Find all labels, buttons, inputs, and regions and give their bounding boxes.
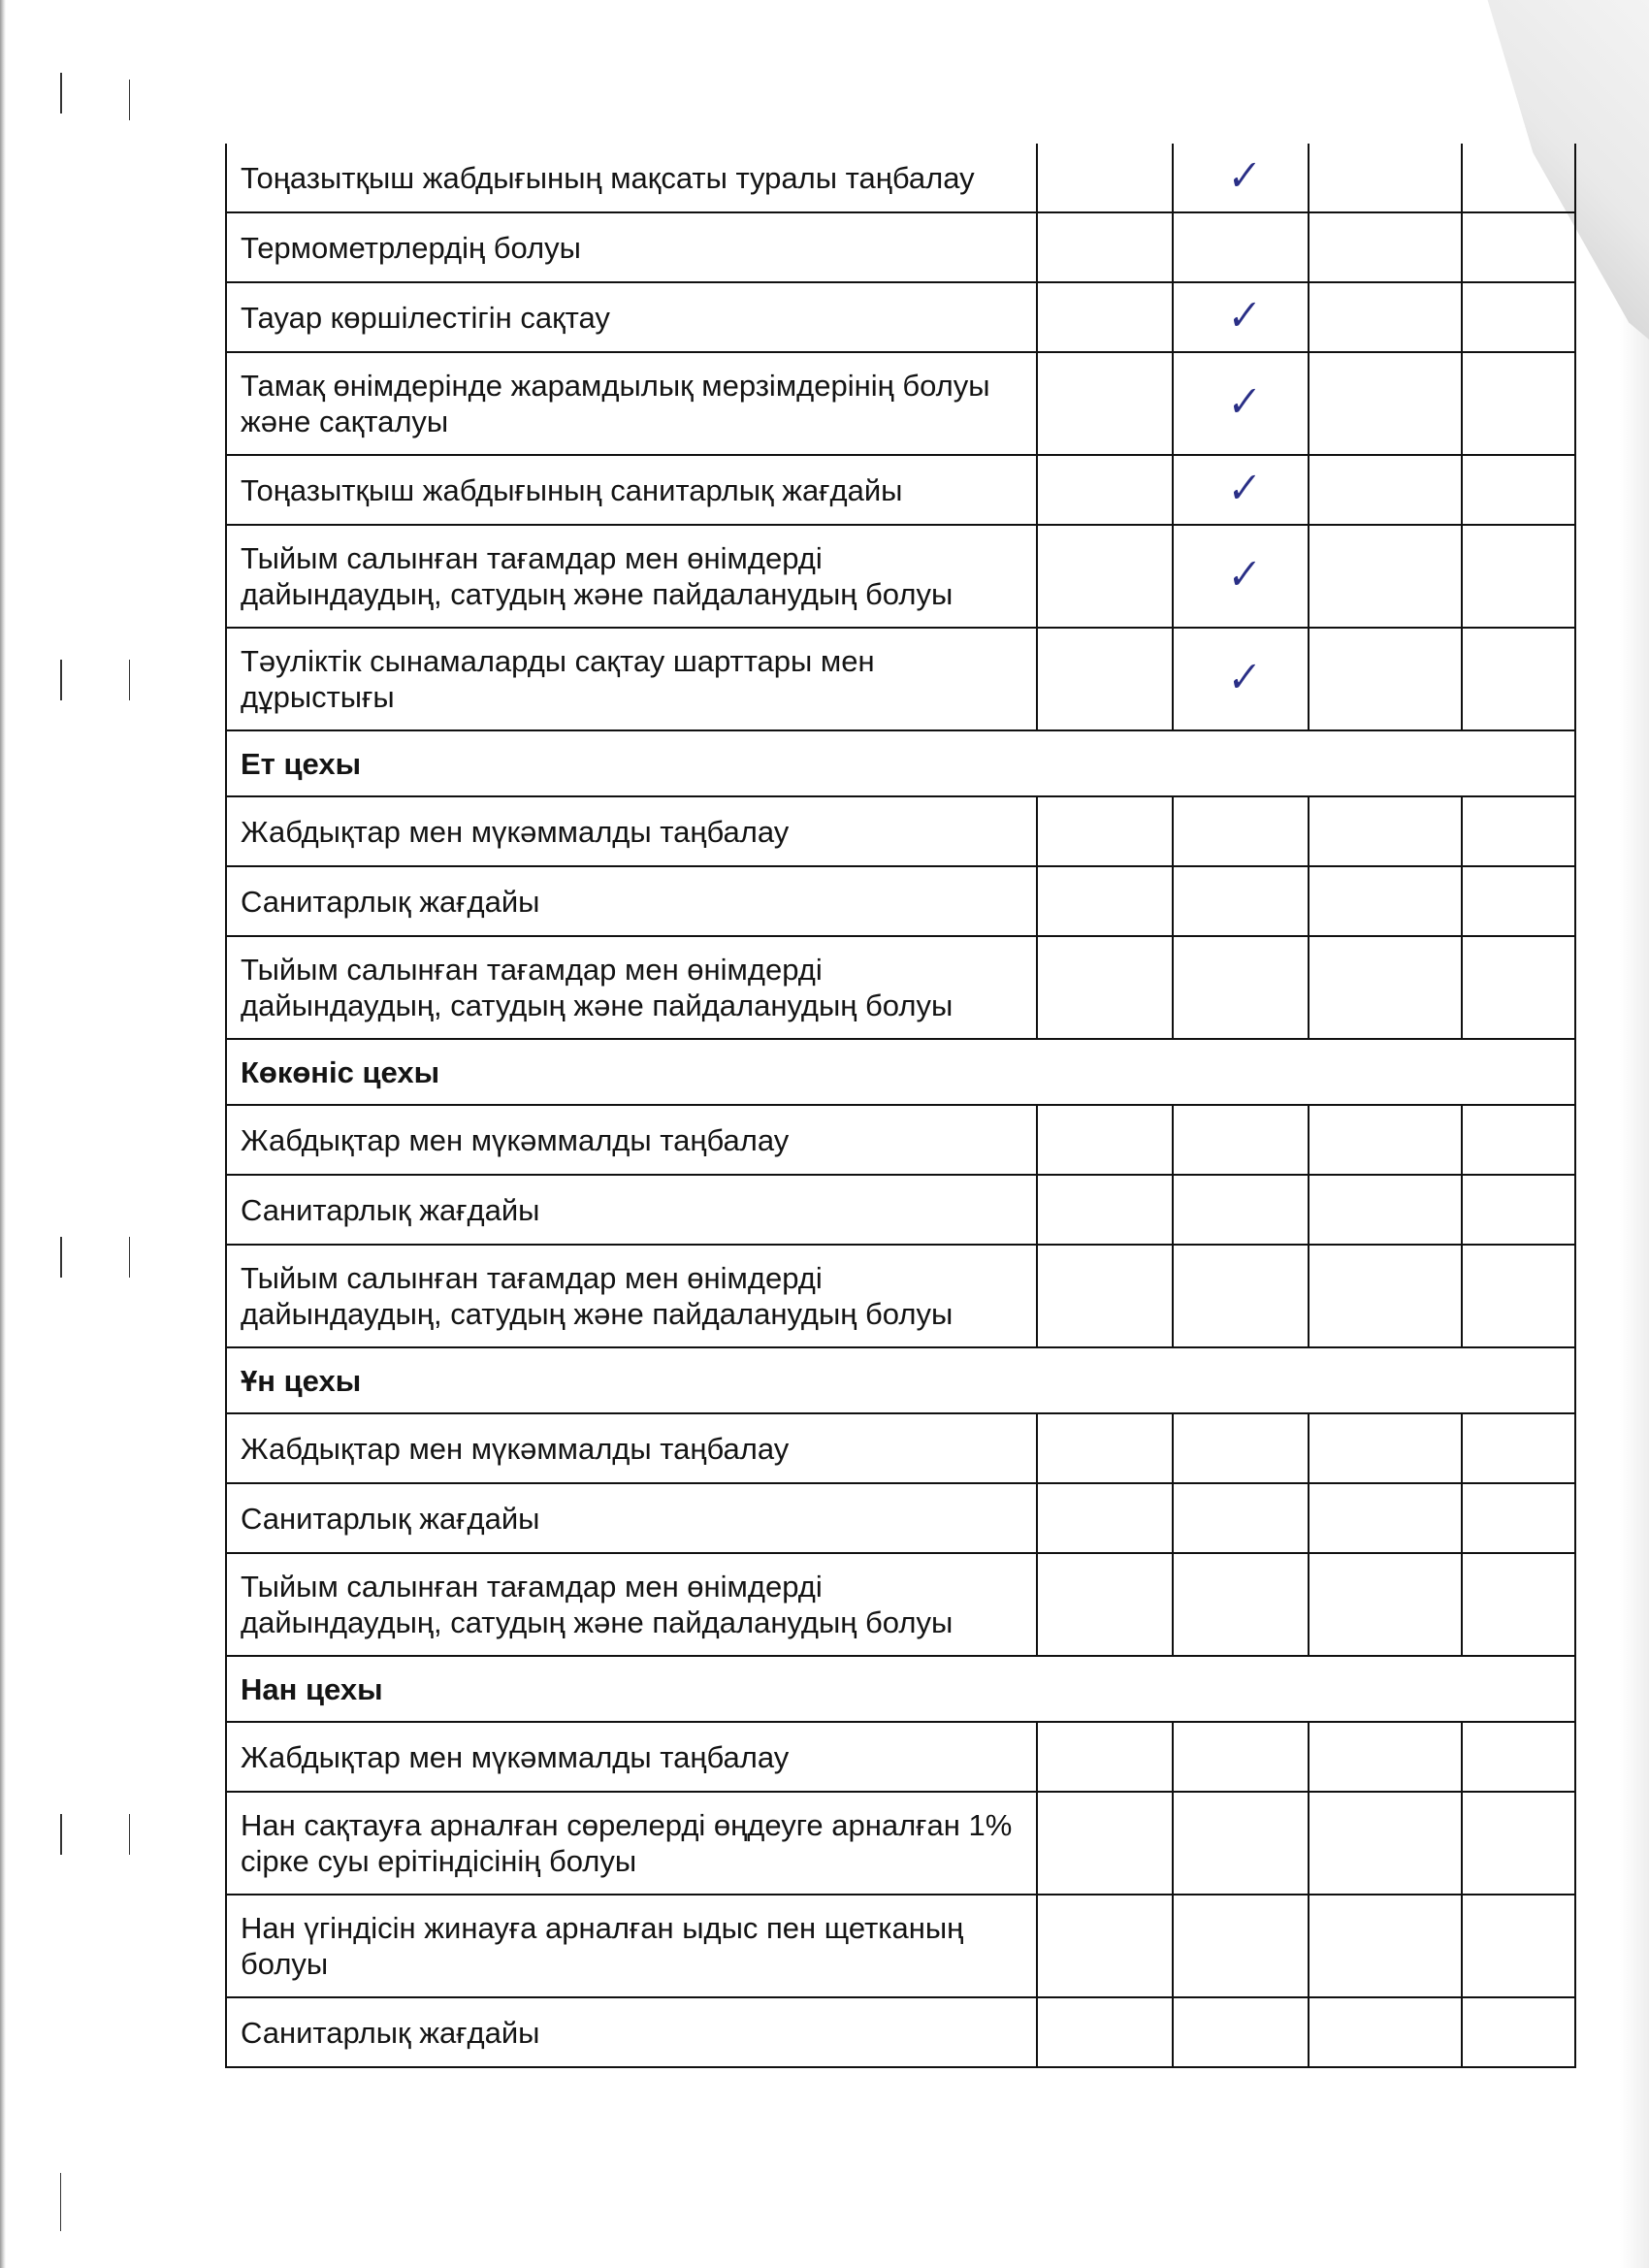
mark-cell-col3[interactable] <box>1309 936 1462 1039</box>
mark-cell-col1[interactable] <box>1037 144 1172 212</box>
checklist-item-text: Жабдықтар мен мүкәммалды таңбалау <box>226 796 1037 866</box>
mark-cell-col4[interactable] <box>1462 936 1575 1039</box>
mark-cell-col2[interactable] <box>1173 525 1310 628</box>
checklist-item-text: Нан сақтауға арналған сөрелерді өңдеуге арналған 1% сірке суы ерітіндісінің болуы <box>226 1792 1037 1895</box>
mark-cell-col3[interactable] <box>1309 796 1462 866</box>
checklist-row <box>226 1792 1575 1895</box>
mark-cell-col1[interactable] <box>1037 1175 1172 1245</box>
mark-cell-col1[interactable] <box>1037 1105 1172 1175</box>
checklist-item-text: Тыйым салынған тағамдар мен өнімдерді дайындаудың, сатудың және пайдаланудың болуы <box>226 1553 1037 1656</box>
mark-cell-col4[interactable] <box>1462 352 1575 455</box>
binding-mark <box>129 660 130 700</box>
checklist-item-text: Тамақ өнімдерінде жарамдылық мерзімдерінің болуы және сақталуы <box>226 352 1037 455</box>
binding-mark <box>60 1237 62 1278</box>
section-header-row <box>226 1656 1575 1722</box>
checklist-row <box>226 628 1575 730</box>
checklist-row <box>226 1553 1575 1656</box>
checklist-row <box>226 525 1575 628</box>
checklist-row <box>226 1413 1575 1483</box>
mark-cell-col1[interactable] <box>1037 282 1172 352</box>
mark-cell-col3[interactable] <box>1309 1997 1462 2067</box>
checklist-row <box>226 796 1575 866</box>
mark-cell-col2[interactable] <box>1173 866 1310 936</box>
mark-cell-col2[interactable] <box>1173 796 1310 866</box>
mark-cell-col1[interactable] <box>1037 936 1172 1039</box>
mark-cell-col1[interactable] <box>1037 866 1172 936</box>
section-title: Ет цехы <box>226 730 1575 796</box>
checklist-item-text: Жабдықтар мен мүкәммалды таңбалау <box>226 1413 1037 1483</box>
mark-cell-col2[interactable] <box>1173 1175 1310 1245</box>
checklist-row <box>226 1895 1575 1997</box>
binding-mark <box>60 73 62 113</box>
checklist-row <box>226 212 1575 282</box>
handwritten-check-icon: ✓ <box>1221 464 1261 513</box>
section-title: Нан цехы <box>226 1656 1575 1722</box>
mark-cell-col1[interactable] <box>1037 212 1172 282</box>
checklist-row <box>226 1245 1575 1347</box>
checklist-item-text: Тоңазытқыш жабдығының санитарлық жағдайы <box>226 455 1037 525</box>
handwritten-check-icon: ✓ <box>1221 653 1261 702</box>
checklist-row <box>226 866 1575 936</box>
checklist-row <box>226 455 1575 525</box>
checklist-row <box>226 352 1575 455</box>
mark-cell-col2[interactable] <box>1173 1553 1310 1656</box>
handwritten-check-icon: ✓ <box>1221 377 1261 427</box>
mark-cell-col1[interactable] <box>1037 1895 1172 1997</box>
mark-cell-col4[interactable] <box>1462 1895 1575 1997</box>
mark-cell-col2[interactable] <box>1173 1722 1310 1792</box>
mark-cell-col4[interactable] <box>1462 1105 1575 1175</box>
mark-cell-col4[interactable] <box>1462 1483 1575 1553</box>
handwritten-check-icon: ✓ <box>1221 550 1261 599</box>
mark-cell-col4[interactable] <box>1462 1413 1575 1483</box>
mark-cell-col3[interactable] <box>1309 1722 1462 1792</box>
section-title: Ұн цехы <box>226 1347 1575 1413</box>
mark-cell-col3[interactable] <box>1309 1792 1462 1895</box>
mark-cell-col3[interactable] <box>1309 1553 1462 1656</box>
mark-cell-col1[interactable] <box>1037 525 1172 628</box>
mark-cell-col1[interactable] <box>1037 796 1172 866</box>
checklist-item-text: Тауар көршілестігін сақтау <box>226 282 1037 352</box>
binding-mark <box>129 1237 130 1278</box>
mark-cell-col1[interactable] <box>1037 352 1172 455</box>
handwritten-check-icon: ✓ <box>1221 151 1261 201</box>
mark-cell-col4[interactable] <box>1462 1997 1575 2067</box>
mark-cell-col2[interactable] <box>1173 144 1310 212</box>
checklist-item-text: Тыйым салынған тағамдар мен өнімдерді дайындаудың, сатудың және пайдаланудың болуы <box>226 525 1037 628</box>
mark-cell-col4[interactable] <box>1462 628 1575 730</box>
checklist-item-text: Санитарлық жағдайы <box>226 1997 1037 2067</box>
mark-cell-col4[interactable] <box>1462 525 1575 628</box>
mark-cell-col2[interactable] <box>1173 1997 1310 2067</box>
mark-cell-col1[interactable] <box>1037 1483 1172 1553</box>
checklist-item-text: Термометрлердің болуы <box>226 212 1037 282</box>
checklist-item-text: Тыйым салынған тағамдар мен өнімдерді дайындаудың, сатудың және пайдаланудың болуы <box>226 1245 1037 1347</box>
binding-mark <box>129 80 130 120</box>
mark-cell-col2[interactable] <box>1173 1105 1310 1175</box>
mark-cell-col2[interactable] <box>1173 1245 1310 1347</box>
checklist-row <box>226 144 1575 212</box>
checklist-item-text: Санитарлық жағдайы <box>226 1483 1037 1553</box>
mark-cell-col4[interactable] <box>1462 1553 1575 1656</box>
mark-cell-col2[interactable] <box>1173 352 1310 455</box>
mark-cell-col4[interactable] <box>1462 796 1575 866</box>
mark-cell-col1[interactable] <box>1037 455 1172 525</box>
checklist-item-text: Санитарлық жағдайы <box>226 1175 1037 1245</box>
mark-cell-col2[interactable] <box>1173 212 1310 282</box>
mark-cell-col4[interactable] <box>1462 212 1575 282</box>
checklist-item-text: Тоңазытқыш жабдығының мақсаты туралы таңбалау <box>226 144 1037 212</box>
mark-cell-col4[interactable] <box>1462 455 1575 525</box>
binding-mark <box>60 2173 61 2231</box>
checklist-item-text: Тыйым салынған тағамдар мен өнімдерді дайындаудың, сатудың және пайдаланудың болуы <box>226 936 1037 1039</box>
mark-cell-col2[interactable] <box>1173 1413 1310 1483</box>
mark-cell-col2[interactable] <box>1173 282 1310 352</box>
mark-cell-col3[interactable] <box>1309 525 1462 628</box>
mark-cell-col1[interactable] <box>1037 1413 1172 1483</box>
checklist-row <box>226 1175 1575 1245</box>
mark-cell-col4[interactable] <box>1462 866 1575 936</box>
mark-cell-col3[interactable] <box>1309 1895 1462 1997</box>
mark-cell-col2[interactable] <box>1173 455 1310 525</box>
binding-mark <box>60 660 62 700</box>
mark-cell-col3[interactable] <box>1309 282 1462 352</box>
mark-cell-col4[interactable] <box>1462 1722 1575 1792</box>
mark-cell-col3[interactable] <box>1309 1245 1462 1347</box>
binding-mark <box>60 1814 62 1855</box>
mark-cell-col3[interactable] <box>1309 1105 1462 1175</box>
mark-cell-col3[interactable] <box>1309 144 1462 212</box>
section-header-row <box>226 1347 1575 1413</box>
checklist-item-text: Жабдықтар мен мүкәммалды таңбалау <box>226 1105 1037 1175</box>
scan-left-edge-shadow <box>0 0 6 2268</box>
section-header-row <box>226 1039 1575 1105</box>
checklist-item-text: Жабдықтар мен мүкәммалды таңбалау <box>226 1722 1037 1792</box>
mark-cell-col3[interactable] <box>1309 1483 1462 1553</box>
mark-cell-col3[interactable] <box>1309 1413 1462 1483</box>
mark-cell-col4[interactable] <box>1462 1175 1575 1245</box>
checklist-row <box>226 1483 1575 1553</box>
checklist-row <box>226 1997 1575 2067</box>
mark-cell-col1[interactable] <box>1037 1792 1172 1895</box>
mark-cell-col1[interactable] <box>1037 1245 1172 1347</box>
mark-cell-col3[interactable] <box>1309 212 1462 282</box>
handwritten-check-icon: ✓ <box>1221 291 1261 340</box>
mark-cell-col3[interactable] <box>1309 352 1462 455</box>
mark-cell-col1[interactable] <box>1037 1722 1172 1792</box>
section-title: Көкөніс цехы <box>226 1039 1575 1105</box>
mark-cell-col2[interactable] <box>1173 1895 1310 1997</box>
mark-cell-col2[interactable] <box>1173 936 1310 1039</box>
checklist-row <box>226 1105 1575 1175</box>
checklist-item-text: Санитарлық жағдайы <box>226 866 1037 936</box>
checklist-item-text: Нан үгіндісін жинауға арналған ыдыс пен щетканың болуы <box>226 1895 1037 1997</box>
checklist-item-text: Тәуліктік сынамаларды сақтау шарттары мен дұрыстығы <box>226 628 1037 730</box>
checklist-row <box>226 936 1575 1039</box>
section-header-row <box>226 730 1575 796</box>
mark-cell-col3[interactable] <box>1309 628 1462 730</box>
mark-cell-col4[interactable] <box>1462 1245 1575 1347</box>
mark-cell-col2[interactable] <box>1173 628 1310 730</box>
mark-cell-col3[interactable] <box>1309 866 1462 936</box>
mark-cell-col3[interactable] <box>1309 1175 1462 1245</box>
mark-cell-col3[interactable] <box>1309 455 1462 525</box>
mark-cell-col1[interactable] <box>1037 1997 1172 2067</box>
mark-cell-col2[interactable] <box>1173 1483 1310 1553</box>
binding-mark <box>129 1814 130 1855</box>
mark-cell-col1[interactable] <box>1037 628 1172 730</box>
mark-cell-col1[interactable] <box>1037 1553 1172 1656</box>
mark-cell-col4[interactable] <box>1462 1792 1575 1895</box>
mark-cell-col4[interactable] <box>1462 282 1575 352</box>
checklist-row <box>226 1722 1575 1792</box>
mark-cell-col4[interactable] <box>1462 144 1575 212</box>
inspection-checklist-table <box>225 144 1576 2068</box>
mark-cell-col2[interactable] <box>1173 1792 1310 1895</box>
checklist-row <box>226 282 1575 352</box>
scan-right-edge <box>1620 0 1649 2268</box>
